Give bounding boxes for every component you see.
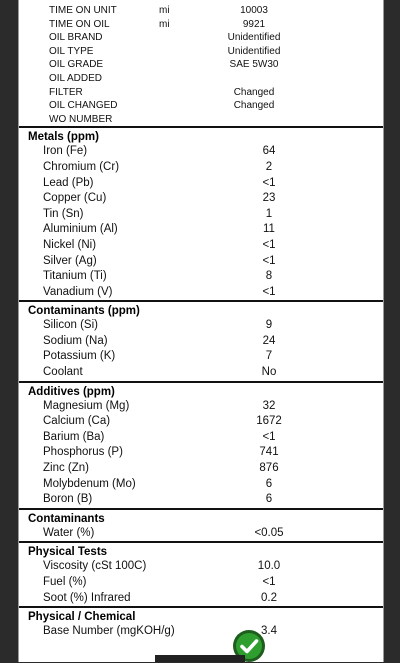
oil-analysis-report (18, 0, 384, 662)
result-row: Soot (%) Infrared 0.2 (43, 591, 277, 604)
result-row: Potassium (K) 7 (43, 350, 273, 363)
section-physical-tests (19, 541, 383, 606)
sample-info (19, 0, 383, 126)
result-row: Chromium (Cr) 2 (43, 160, 273, 173)
result-row: Coolant No (43, 366, 277, 379)
result-row: Lead (Pb) <1 (43, 176, 276, 189)
result-row: Tin (Sn) 1 (43, 207, 273, 220)
result-row: Molybdenum (Mo) 6 (43, 477, 273, 490)
result-row: Aluminium (Al) 11 (43, 223, 275, 236)
info-row: OIL GRADE SAE 5W30 (49, 59, 279, 71)
bottom-bar (155, 655, 245, 662)
result-row: Sodium (Na) 24 (43, 334, 276, 347)
result-row: Vanadium (V) <1 (43, 285, 276, 298)
result-row: Water (%) <0.05 (43, 526, 284, 539)
result-row: Phosphorus (P) 741 (43, 446, 279, 459)
result-row: Boron (B) 6 (43, 493, 273, 506)
section-title: Metals (ppm) (28, 131, 99, 144)
result-row: Silicon (Si) 9 (43, 319, 273, 332)
result-row: Nickel (Ni) <1 (43, 238, 276, 251)
result-row: Magnesium (Mg) 32 (43, 399, 276, 412)
result-row: Viscosity (cSt 100C) 10.0 (43, 560, 281, 573)
section-contaminants-ppm (19, 300, 383, 380)
section-title: Additives (ppm) (28, 385, 115, 398)
result-row: Fuel (%) <1 (43, 576, 276, 588)
info-row: OIL BRAND Unidentified (49, 32, 281, 44)
result-row: Titanium (Ti) 8 (43, 270, 273, 283)
info-row: OIL TYPE Unidentified (49, 45, 281, 57)
result-row: Copper (Cu) 23 (43, 192, 276, 205)
result-row: Silver (Ag) <1 (43, 254, 276, 267)
result-row: Barium (Ba) <1 (43, 430, 276, 443)
result-row: Calcium (Ca) 1672 (43, 415, 282, 428)
info-row: OIL CHANGED Changed (49, 100, 275, 112)
section-title: Contaminants (ppm) (28, 305, 140, 318)
section-physical-chemical (19, 606, 383, 640)
section-additives (19, 381, 383, 508)
result-row: Base Number (mgKOH/g) 3.4 (43, 625, 277, 638)
info-row: TIME ON OIL mi 9921 (49, 18, 266, 30)
section-title: Contaminants (28, 512, 105, 525)
info-row: OIL ADDED (49, 72, 102, 84)
section-title: Physical Tests (28, 546, 108, 559)
info-row: WO NUMBER (49, 113, 113, 125)
section-contaminants (19, 508, 383, 542)
result-row: Zinc (Zn) 876 (43, 462, 279, 475)
section-title: Physical / Chemical (28, 611, 136, 624)
section-metals (19, 126, 383, 300)
info-row: TIME ON UNIT mi 10003 (49, 5, 268, 16)
result-row: Iron (Fe) 64 (43, 145, 276, 158)
info-row: FILTER Changed (49, 86, 275, 98)
